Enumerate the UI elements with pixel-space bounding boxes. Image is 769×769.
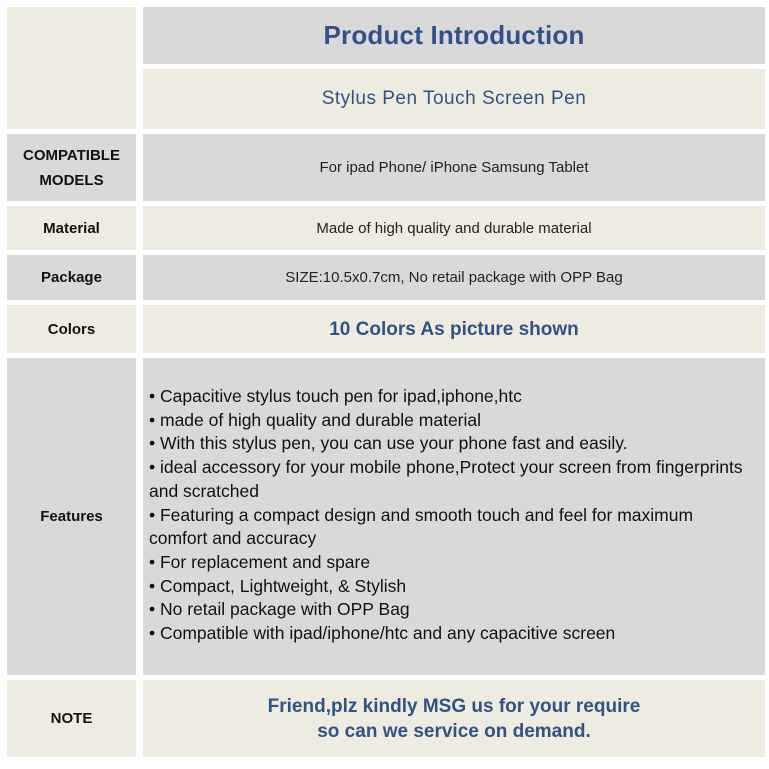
compatible-models-value-cell — [143, 134, 765, 201]
colors-value: 10 Colors As picture shown — [329, 318, 579, 340]
material-value: Made of high quality and durable material — [316, 219, 592, 237]
feature-item: • No retail package with OPP Bag — [149, 599, 410, 620]
package-value-cell — [143, 255, 765, 300]
feature-item: • Compact, Lightweight, & Stylish — [149, 575, 407, 596]
features-value-cell — [143, 358, 765, 675]
title-cell — [143, 7, 765, 64]
feature-item: • With this stylus pen, you can use your phone fast and easily. — [149, 433, 628, 454]
note-label-cell — [7, 680, 136, 757]
package-label: Package — [41, 269, 102, 286]
product-subtitle: Stylus Pen Touch Screen Pen — [321, 88, 587, 109]
feature-item: • ideal accessory for your mobile phone,Protect your screen from fingerprints and scratched — [149, 457, 743, 501]
compatible-label-line1: COMPATIBLE — [23, 146, 120, 164]
colors-value-cell — [143, 305, 765, 353]
package-value: SIZE:10.5x0.7cm, No retail package with OPP Bag — [285, 269, 623, 286]
feature-item: • Capacitive stylus touch pen for ipad,iphone,htc — [149, 386, 522, 406]
note-line2: so can we service on demand. — [317, 720, 591, 742]
note-label: NOTE — [50, 710, 93, 727]
subtitle-cell — [143, 69, 765, 129]
material-value-cell — [143, 206, 765, 250]
features-label-cell — [7, 358, 136, 675]
feature-item: • Compatible with ipad/iphone/htc and any capacitive screen — [149, 623, 616, 644]
compatible-label-line2: MODELS — [39, 171, 104, 189]
note-line1: Friend,plz kindly MSG us for your require — [267, 695, 641, 717]
package-label-cell — [7, 255, 136, 300]
colors-label-cell — [7, 305, 136, 353]
feature-item: • For replacement and spare — [149, 551, 371, 572]
colors-label: Colors — [47, 320, 96, 338]
features-list — [143, 358, 765, 646]
feature-item: • made of high quality and durable material — [149, 409, 482, 430]
features-label: Features — [40, 508, 103, 525]
compatible-models-label-cell — [7, 134, 136, 201]
header-left-blank — [7, 7, 136, 129]
material-label: Material — [43, 219, 100, 237]
feature-item: • Featuring a compact design and smooth touch and feel for maximum comfort and accuracy — [149, 504, 694, 549]
material-label-cell — [7, 206, 136, 250]
page-title: Product Introduction — [323, 20, 585, 50]
compatible-models-value: For ipad Phone/ iPhone Samsung Tablet — [319, 159, 589, 176]
note-value-cell — [143, 680, 765, 757]
